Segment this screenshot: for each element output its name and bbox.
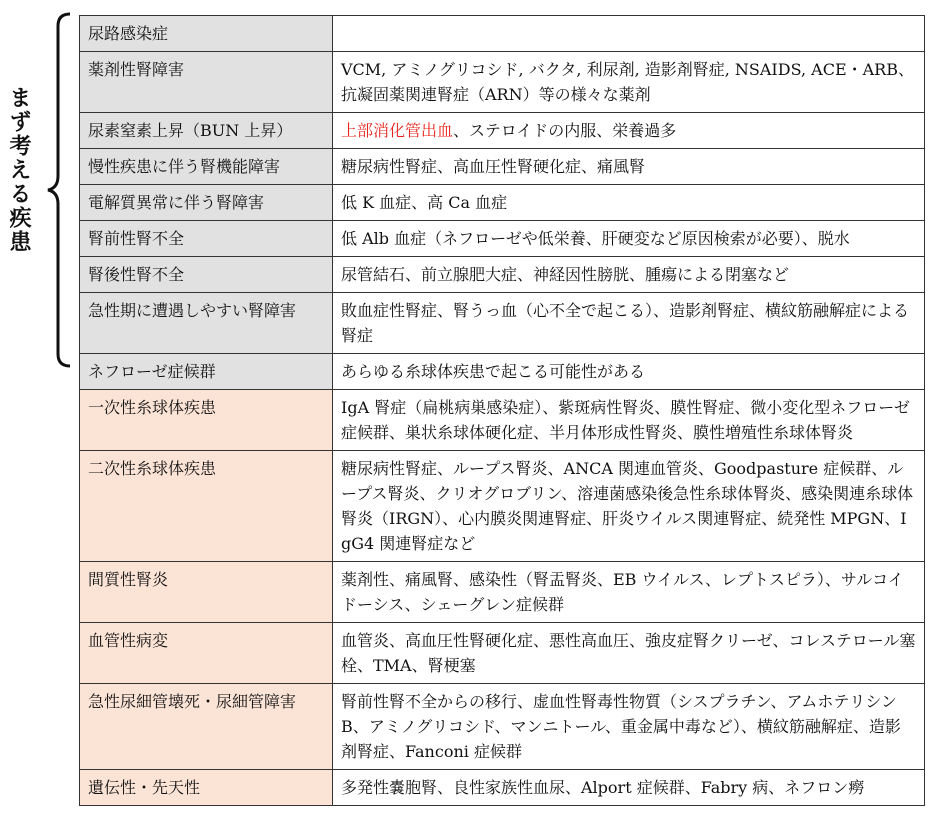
examples-text: 薬剤性、痛風腎、感染性（腎盂腎炎、EB ウイルス、レプトスピラ）、サルコイドーシス、シェーグレン症候群 xyxy=(341,570,904,614)
disease-category: ネフローゼ症候群 xyxy=(80,354,333,390)
examples-text: 、ステロイドの内服、栄養過多 xyxy=(453,121,677,140)
disease-category: 尿路感染症 xyxy=(80,16,333,52)
disease-category: 血管性病変 xyxy=(80,623,333,684)
disease-examples xyxy=(333,623,925,684)
disease-examples xyxy=(333,684,925,770)
disease-examples xyxy=(333,390,925,451)
disease-examples xyxy=(333,52,925,113)
table-row xyxy=(80,770,925,806)
table-row xyxy=(80,149,925,185)
disease-examples xyxy=(333,451,925,562)
examples-text: VCM, アミノグリコシド, バクタ, 利尿剤, 造影剤腎症, NSAIDS, ACE・ARB、抗凝固薬関連腎症（ARN）等の様々な薬剤 xyxy=(341,60,914,104)
examples-text: 糖尿病性腎症、高血圧性腎硬化症、痛風腎 xyxy=(341,157,646,176)
disease-examples xyxy=(333,293,925,354)
disease-category: 尿素窒素上昇（BUN 上昇） xyxy=(80,113,333,149)
table-row xyxy=(80,52,925,113)
table-row xyxy=(80,16,925,52)
examples-text: 低 K 血症、高 Ca 血症 xyxy=(341,193,508,212)
disease-category: 間質性腎炎 xyxy=(80,562,333,623)
highlighted-text: 上部消化管出血 xyxy=(341,121,454,140)
table-row xyxy=(80,684,925,770)
table-row xyxy=(80,354,925,390)
disease-category: 慢性疾患に伴う腎機能障害 xyxy=(80,149,333,185)
disease-category: 腎前性腎不全 xyxy=(80,221,333,257)
table-row xyxy=(80,623,925,684)
side-label: まず考える疾患 xyxy=(6,86,32,254)
disease-category: 急性尿細管壊死・尿細管障害 xyxy=(80,684,333,770)
disease-examples xyxy=(333,221,925,257)
examples-text: 糖尿病性腎症、ループス腎炎、ANCA 関連血管炎、Goodpasture 症候群、ループス腎炎、クリオグロブリン、溶連菌感染後急性糸球体腎炎、感染関連糸球体腎炎（IRGN）、心内膜炎関連腎症、肝炎ウイルス関連腎症、続発性 MPGN、IgG4 関連腎症など xyxy=(341,459,914,553)
disease-category: 電解質異常に伴う腎障害 xyxy=(80,185,333,221)
table-row xyxy=(80,390,925,451)
disease-examples xyxy=(333,149,925,185)
disease-examples xyxy=(333,16,925,52)
examples-text: 腎前性腎不全からの移行、虚血性腎毒性物質（シスプラチン、アムホテリシン B、アミノグリコシド、マンニトール、重金属中毒など）、横紋筋融解症、造影剤腎症、Fanconi 症候群 xyxy=(341,692,901,761)
table-row xyxy=(80,185,925,221)
table-row xyxy=(80,293,925,354)
examples-text: あらゆる糸球体疾患で起こる可能性がある xyxy=(341,362,646,381)
disease-category: 一次性糸球体疾患 xyxy=(80,390,333,451)
disease-examples xyxy=(333,770,925,806)
disease-examples xyxy=(333,113,925,149)
table-row xyxy=(80,562,925,623)
disease-examples xyxy=(333,562,925,623)
disease-examples xyxy=(333,257,925,293)
table-row xyxy=(80,113,925,149)
disease-category: 薬剤性腎障害 xyxy=(80,52,333,113)
examples-text: IgA 腎症（扁桃病巣感染症）、紫斑病性腎炎、膜性腎症、微小変化型ネフローゼ症候群、巣状糸球体硬化症、半月体形成性腎炎、膜性増殖性糸球体腎炎 xyxy=(341,398,910,442)
disease-table xyxy=(79,15,925,806)
examples-text: 敗血症性腎症、腎うっ血（心不全で起こる）、造影剤腎症、横紋筋融解症による腎症 xyxy=(341,301,910,345)
disease-category: 腎後性腎不全 xyxy=(80,257,333,293)
table-row xyxy=(80,451,925,562)
examples-text: 多発性嚢胞腎、良性家族性血尿、Alport 症候群、Fabry 病、ネフロン癆 xyxy=(341,778,865,797)
disease-category: 遺伝性・先天性 xyxy=(80,770,333,806)
disease-examples xyxy=(333,185,925,221)
examples-text: 尿管結石、前立腺肥大症、神経因性膀胱、腫瘍による閉塞など xyxy=(341,265,790,284)
examples-text: 血管炎、高血圧性腎硬化症、悪性高血圧、強皮症腎クリーゼ、コレステロール塞栓、TMA、腎梗塞 xyxy=(341,631,916,675)
disease-category: 急性期に遭遇しやすい腎障害 xyxy=(80,293,333,354)
curly-brace-icon xyxy=(44,12,74,368)
examples-text: 低 Alb 血症（ネフローゼや低栄養、肝硬変など原因検索が必要）、脱水 xyxy=(341,229,850,248)
disease-category: 二次性糸球体疾患 xyxy=(80,451,333,562)
disease-examples xyxy=(333,354,925,390)
table-row xyxy=(80,257,925,293)
table-row xyxy=(80,221,925,257)
